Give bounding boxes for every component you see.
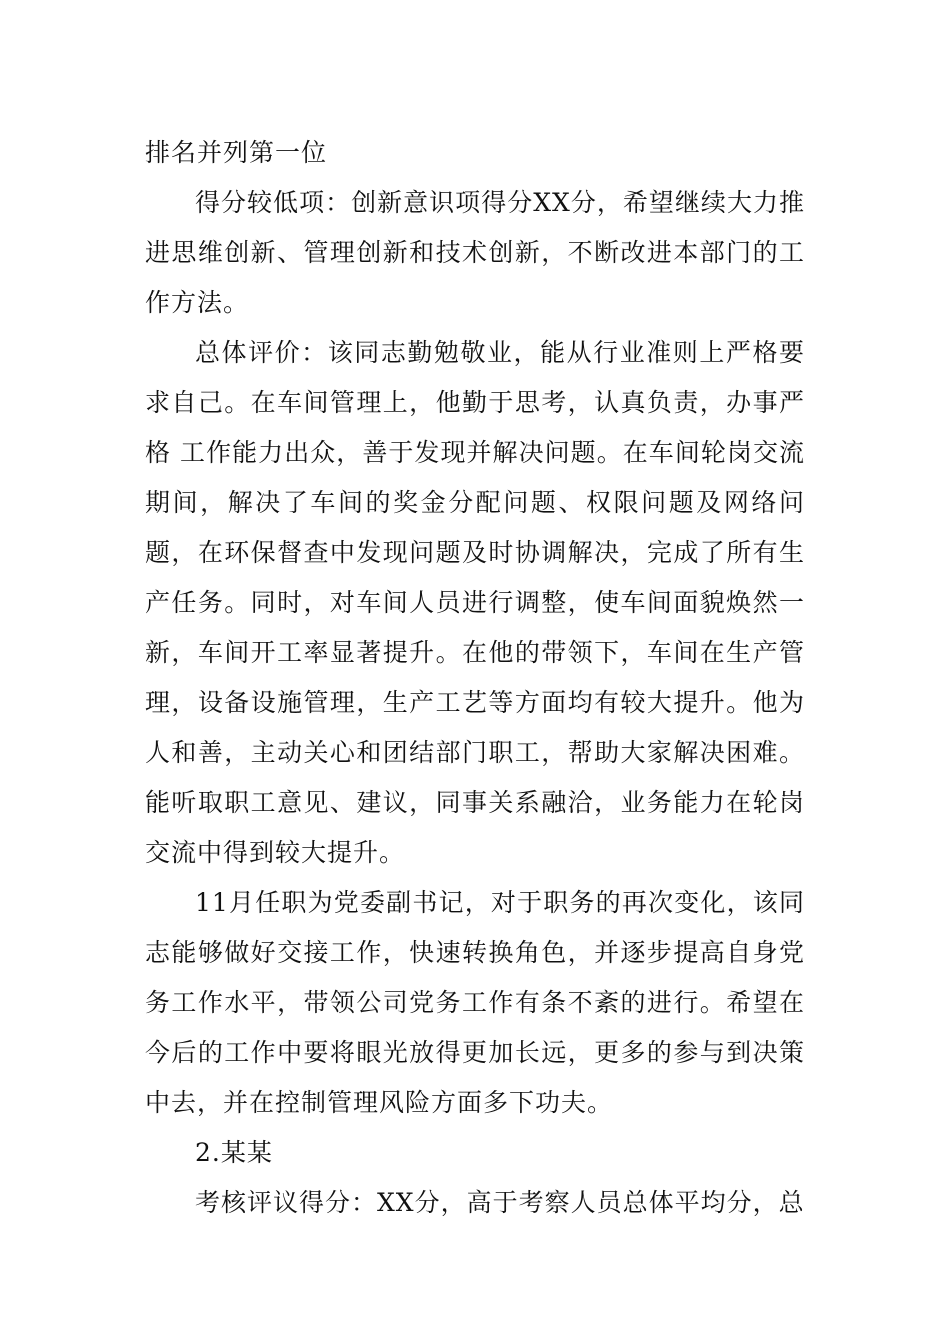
paragraph-low-score-item: 得分较低项：创新意识项得分XX分，希望继续大力推进思维创新、管理创新和技术创新，不断改进本部门的工作方法。 — [145, 188, 805, 317]
paragraph-overall-evaluation: 总体评价：该同志勤勉敬业，能从行业准则上严格要求自己。在车间管理上，他勤于思考，认真负责，办事严格 工作能力出众，善于发现并解决问题。在车间轮岗交流期间，解决了车间的奖金分配问题、权限问题及网络问题，在环保督查中发现问题及时协调解决，完成了所有生产任务。同时，对车间人员进行调整，使车间面貌焕然一新，车间开工率显著提升。在他的带领下，车间在生产管理，设备设施管理，生产工艺等方面均有较大提升。他为人和善，主动关心和团结部门职工，帮助大家解决困难。能听取职工意见、建议，同事关系融洽，业务能力在轮岗交流中得到较大提升。 — [145, 338, 805, 867]
paragraph-ranking-continuation: 排名并列第一位 — [145, 138, 328, 167]
section-heading-person-2: 2.某某 — [195, 1138, 273, 1167]
document-body — [145, 128, 805, 1228]
paragraph-assessment-score: 考核评议得分：XX分，高于考察人员总体平均分，总 — [195, 1188, 805, 1217]
paragraph-appointment: 11月任职为党委副书记，对于职务的再次变化，该同志能够做好交接工作，快速转换角色，并逐步提高自身党务工作水平，带领公司党务工作有条不紊的进行。希望在今后的工作中要将眼光放得更加长远，更多的参与到决策中去，并在控制管理风险方面多下功夫。 — [145, 888, 805, 1117]
